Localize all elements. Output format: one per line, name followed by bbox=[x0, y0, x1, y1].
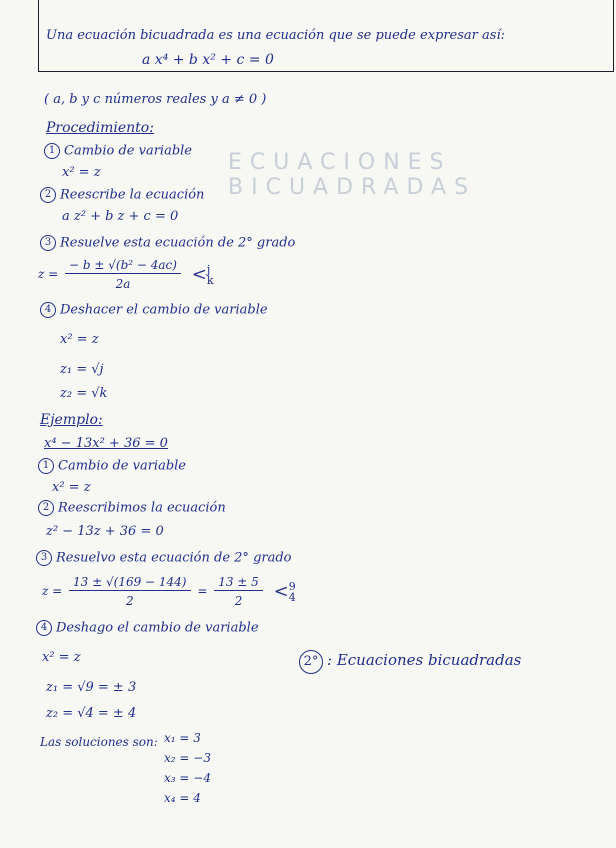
solution-item: x₄ = 4 bbox=[164, 791, 201, 805]
fraction-numerator: − b ± √(b² − 4ac) bbox=[65, 257, 181, 274]
fraction-1 bbox=[69, 574, 190, 609]
procedure-quadratic-formula bbox=[38, 257, 214, 292]
definition-text: Una ecuación bicuadrada es una ecuación que se puede expresar así: bbox=[46, 28, 505, 43]
procedure-step-3 bbox=[40, 235, 295, 252]
quadratic-fraction bbox=[65, 257, 181, 292]
procedure-step-4 bbox=[40, 302, 268, 319]
example-quadratic-solution bbox=[42, 574, 296, 609]
solutions-label: Las soluciones son: bbox=[40, 735, 158, 749]
side-note-text: : Ecuaciones bicuadradas bbox=[327, 651, 522, 669]
branch-bottom: 4 bbox=[288, 590, 296, 604]
step-number: 4 bbox=[36, 620, 52, 636]
faded-background-title: ECUACIONES BICUADRADAS bbox=[228, 150, 477, 200]
formula-lhs: z = bbox=[42, 584, 63, 598]
fraction-denominator: 2 bbox=[125, 594, 134, 608]
step-text: Deshago el cambio de variable bbox=[56, 620, 259, 636]
step-number: 3 bbox=[40, 235, 56, 251]
step-number: 1 bbox=[38, 458, 54, 474]
branch-top: 9 bbox=[288, 579, 296, 593]
formula-lhs: z = bbox=[38, 267, 59, 281]
procedure-step-1 bbox=[44, 143, 192, 160]
step-number: 1 bbox=[44, 143, 60, 159]
solution-item: x₁ = 3 bbox=[164, 731, 201, 745]
roots-branch: <j k bbox=[191, 262, 214, 287]
step-text: Resuelve esta ecuación de 2° grado bbox=[60, 235, 296, 251]
equals-sign: = bbox=[197, 584, 208, 598]
step-number: 3 bbox=[36, 550, 52, 566]
example-step-1 bbox=[38, 458, 186, 475]
roots-branch: <9 4 bbox=[273, 579, 296, 604]
example-title: Ejemplo: bbox=[40, 412, 103, 428]
solution-item: x₂ = −3 bbox=[164, 751, 211, 765]
step-text: Reescribimos la ecuación bbox=[58, 500, 226, 516]
procedure-step-2-eq: a z² + b z + c = 0 bbox=[62, 209, 179, 224]
procedure-step-2 bbox=[40, 187, 204, 204]
procedure-step-4-eq1: x² = z bbox=[60, 332, 99, 347]
step-text: Cambio de variable bbox=[64, 143, 193, 159]
fraction-numerator: 13 ± √(169 − 144) bbox=[69, 574, 190, 591]
step-text: Deshacer el cambio de variable bbox=[60, 302, 268, 318]
example-step-2-eq: z² − 13z + 36 = 0 bbox=[46, 524, 164, 539]
procedure-step-1-eq: x² = z bbox=[62, 165, 101, 180]
conditions-text: ( a, b y c números reales y a ≠ 0 ) bbox=[44, 92, 267, 107]
branch-bottom: k bbox=[206, 273, 214, 287]
procedure-step-4-eq3: z₂ = √k bbox=[60, 386, 108, 401]
step-number: 2 bbox=[38, 500, 54, 516]
example-step-4-eq3: z₂ = √4 = ± 4 bbox=[46, 706, 137, 721]
step-number: 2 bbox=[40, 187, 56, 203]
example-step-4-eq1: x² = z bbox=[42, 650, 81, 665]
example-step-4 bbox=[36, 620, 259, 637]
fraction-numerator: 13 ± 5 bbox=[214, 574, 263, 591]
example-step-3 bbox=[36, 550, 292, 567]
step-number: 4 bbox=[40, 302, 56, 318]
side-note bbox=[299, 650, 521, 674]
example-step-4-eq2: z₁ = √9 = ± 3 bbox=[46, 680, 137, 695]
side-note-circle: 2° bbox=[299, 650, 323, 674]
step-text: Resuelvo esta ecuación de 2° grado bbox=[56, 550, 292, 566]
procedure-step-4-eq2: z₁ = √j bbox=[60, 362, 104, 377]
example-step-2 bbox=[38, 500, 226, 517]
general-formula: a x⁴ + b x² + c = 0 bbox=[142, 52, 274, 68]
fraction-denominator: 2a bbox=[115, 277, 131, 291]
step-text: Reescribe la ecuación bbox=[60, 187, 205, 203]
example-step-1-eq: x² = z bbox=[52, 480, 91, 495]
fraction-denominator: 2 bbox=[234, 594, 243, 608]
example-equation: x⁴ − 13x² + 36 = 0 bbox=[44, 436, 168, 451]
branch-top: j bbox=[206, 262, 211, 276]
solution-item: x₃ = −4 bbox=[164, 771, 211, 785]
fraction-2 bbox=[214, 574, 263, 609]
procedure-title: Procedimiento: bbox=[46, 120, 154, 136]
step-text: Cambio de variable bbox=[58, 458, 187, 474]
